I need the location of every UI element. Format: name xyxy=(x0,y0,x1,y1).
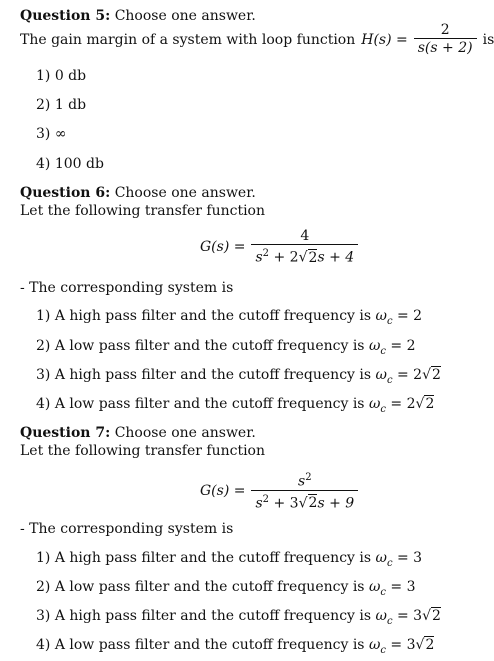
q5-option-3[interactable]: 3) ∞ xyxy=(36,126,67,142)
q6-transfer-function xyxy=(200,228,358,267)
q6-instruction: Choose one answer. xyxy=(114,185,256,201)
q7-tf-num: $s^2$ xyxy=(298,472,312,490)
q6-tf-num: 4 xyxy=(300,228,310,244)
q5-stem-after: is xyxy=(482,31,494,48)
q7-option-2[interactable]: 2) A low pass filter and the cutoff frequency is $\omega_c = 3$ xyxy=(36,579,416,598)
q7-tf-left: G(s) = xyxy=(200,483,246,500)
q6-option-3[interactable]: 3) A high pass filter and the cutoff frequency is $\omega_c = 2√2$ xyxy=(36,367,441,386)
q6-option-2[interactable]: 2) A low pass filter and the cutoff frequency is $\omega_c = 2$ xyxy=(36,338,416,357)
q7-label: Question 7: xyxy=(20,425,111,441)
q5-stem-text: The gain margin of a system with loop function xyxy=(20,31,356,48)
q7-intro: Let the following transfer function xyxy=(20,443,265,459)
q5-fraction xyxy=(414,22,477,57)
q6-option-1[interactable]: 1) A high pass filter and the cutoff frequency is $\omega_c = 2$ xyxy=(36,308,423,327)
q5-option-4[interactable]: 4) 100 db xyxy=(36,156,104,172)
q7-tf-den: $s^2 + 3√2s + 9$ xyxy=(251,490,358,513)
q6-intro: Let the following transfer function xyxy=(20,203,265,219)
q7-instruction: Choose one answer. xyxy=(114,425,256,441)
q7-title xyxy=(20,425,256,441)
q6-system-text: - The corresponding system is xyxy=(20,280,234,296)
q6-option-4[interactable]: 4) A low pass filter and the cutoff frequency is $\omega_c = 2√2$ xyxy=(36,396,435,415)
q5-label: Question 5: xyxy=(20,8,111,24)
q6-label: Question 6: xyxy=(20,185,111,201)
q7-option-4[interactable]: 4) A low pass filter and the cutoff frequency is $\omega_c = 3√2$ xyxy=(36,637,435,656)
q5-instruction: Choose one answer. xyxy=(114,8,256,24)
q7-transfer-function xyxy=(200,470,358,512)
q5-num: 2 xyxy=(440,22,450,38)
q5-den: s(s + 2) xyxy=(414,38,477,57)
q6-tf-den: $s^2 + 2√2s + 4$ xyxy=(251,244,358,267)
q7-option-1[interactable]: 1) A high pass filter and the cutoff frequency is $\omega_c = 3$ xyxy=(36,550,423,569)
q5-option-1[interactable]: 1) 0 db xyxy=(36,68,87,84)
q7-system-text: - The corresponding system is xyxy=(20,521,234,537)
q6-title xyxy=(20,185,256,201)
q7-option-3[interactable]: 3) A high pass filter and the cutoff frequency is $\omega_c = 3√2$ xyxy=(36,608,441,627)
q5-stem xyxy=(20,22,494,57)
q5-stem-func: H(s) = xyxy=(361,31,408,48)
q6-fraction xyxy=(251,228,358,267)
q6-tf-left: G(s) = xyxy=(200,239,246,256)
q7-fraction xyxy=(251,470,358,512)
q5-option-2[interactable]: 2) 1 db xyxy=(36,97,87,113)
